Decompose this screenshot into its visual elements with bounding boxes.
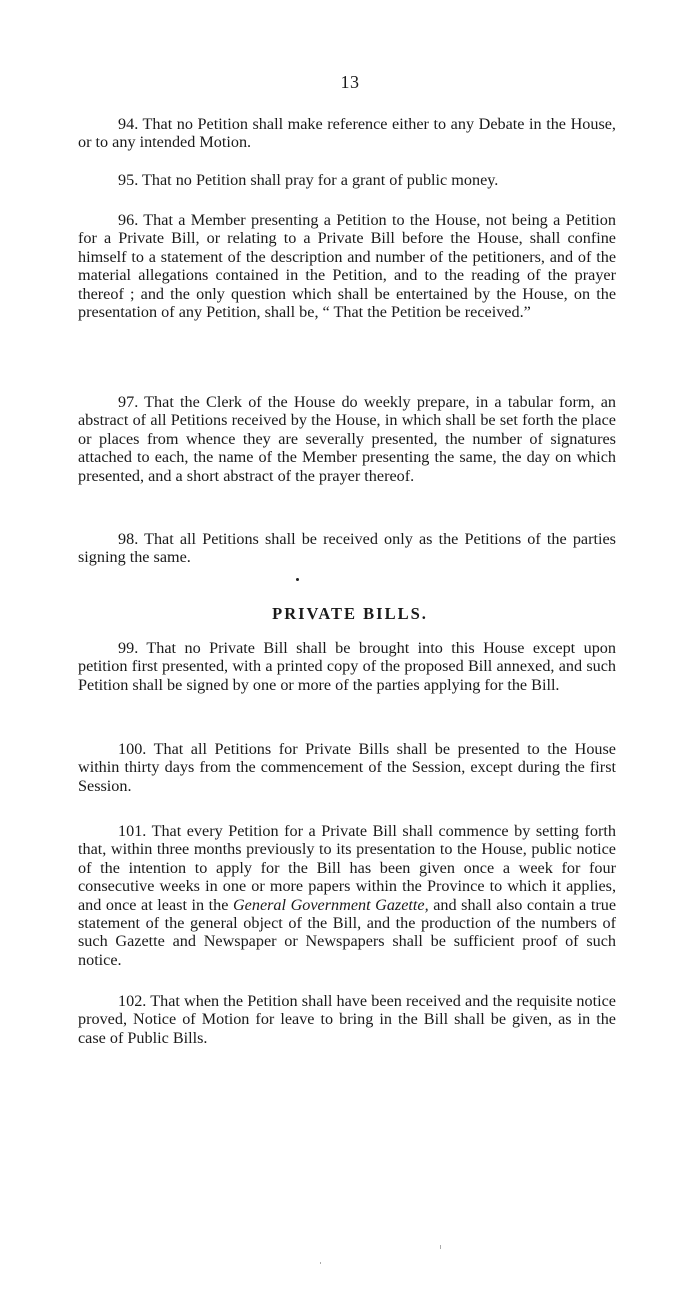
order-number: 96. xyxy=(118,211,139,229)
order-number: 97. xyxy=(118,393,139,411)
standing-order-102 xyxy=(78,992,616,1047)
standing-order-97 xyxy=(78,393,616,485)
order-number: 100. xyxy=(118,740,147,758)
order-text: That no Petition shall make reference either to any Debate in the House, or to any intended Motion. xyxy=(78,115,616,152)
order-text: That all Petitions for Private Bills shall be presented to the House within thirty days from the commencement of the Session, except during the first Session. xyxy=(78,740,616,795)
order-text: That every Petition for a Private Bill shall commence by setting forth that, within three months previously to its presentation to the House, public notice of the intention to apply for the Bill has been given once a week for four consecutive weeks in one or more papers within the Province to which it applies, and once at least in the xyxy=(78,822,616,914)
gazette-title: General Government Gazette, xyxy=(232,895,429,914)
order-text: That a Member presenting a Petition to the House, not being a Petition for a Private Bill, or relating to a Private Bill before the House, shall confine himself to a statement of the description and number of the petitioners, and of the material allegations contained in the Petition, and to the reading of the prayer thereof ; and the only question which shall be entertained by the House, on the presentation of any Petition, shall be, “ That the Petition be received.” xyxy=(78,211,616,322)
standing-order-100 xyxy=(78,740,616,795)
order-text: That when the Petition shall have been received and the requisite notice proved, Notice of Motion for leave to bring in the Bill shall be given, as in the case of Public Bills. xyxy=(78,992,616,1047)
order-number: 94. xyxy=(118,115,139,133)
standing-order-95 xyxy=(78,171,616,189)
print-dot xyxy=(296,578,299,581)
order-text: That the Clerk of the House do weekly prepare, in a tabular form, an abstract of all Petitions received by the House, in which shall be set forth the place or places from whence they are severally presented, the number of signatures attached to each, the name of the Member presenting the same, the day on which presented, and a short abstract of the prayer thereof. xyxy=(78,393,616,485)
order-number: 101. xyxy=(118,822,147,840)
standing-order-94 xyxy=(78,115,616,152)
order-text: That no Petition shall pray for a grant of public money. xyxy=(142,171,499,189)
order-number: 95. xyxy=(118,171,139,189)
section-heading: PRIVATE BILLS. xyxy=(272,604,428,623)
paper-speck xyxy=(320,1262,321,1264)
standing-order-98 xyxy=(78,530,616,567)
order-number: 98. xyxy=(118,530,139,548)
order-text: That all Petitions shall be received only as the Petitions of the parties signing the same. xyxy=(78,530,616,567)
standing-order-96 xyxy=(78,211,616,321)
order-text-continued: and shall also contain a true statement of the general object of the Bill, and the production of the numbers of such Gazette and Newspaper or Newspapers shall be sufficient proof of such notice. xyxy=(78,895,617,969)
standing-order-99 xyxy=(78,639,616,694)
order-text: That no Private Bill shall be brought into this House except upon petition first presented, with a printed copy of the proposed Bill annexed, and such Petition shall be signed by one or more of the parties applying for the Bill. xyxy=(78,639,616,694)
paper-speck xyxy=(440,1245,441,1249)
standing-order-101 xyxy=(78,822,616,969)
page-number: 13 xyxy=(340,72,360,92)
order-number: 102. xyxy=(118,992,147,1010)
order-number: 99. xyxy=(118,639,139,657)
